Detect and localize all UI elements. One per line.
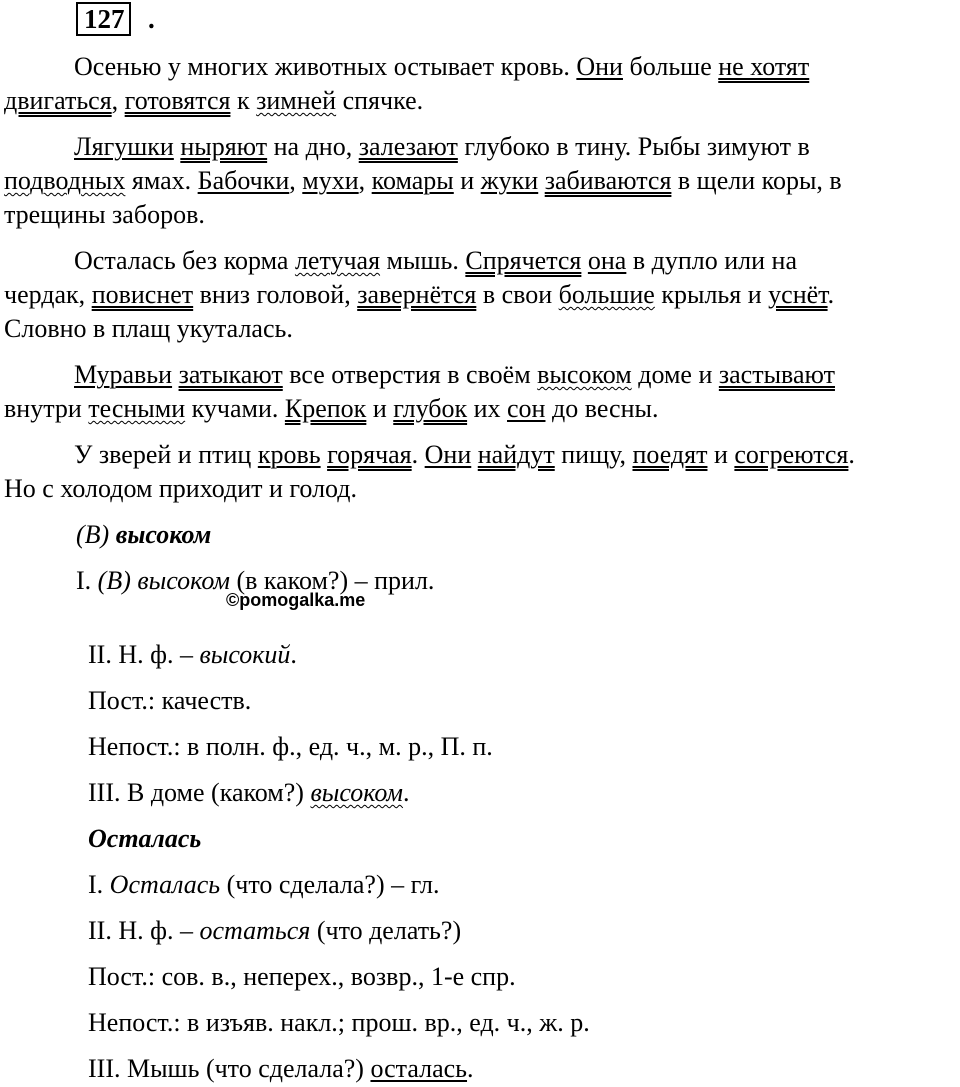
text-segment: . — [411, 440, 425, 469]
underlined-word: Они — [424, 440, 472, 469]
underlined-word: найдут — [477, 440, 555, 469]
underlined-word: летучая — [294, 246, 381, 275]
line-prefix: III. Мышь (что сделала?) — [88, 1054, 371, 1083]
analysis-heading-ostalas: Осталась — [88, 824, 202, 853]
heading-prefix: (В) — [76, 520, 116, 549]
exercise-text — [4, 50, 944, 506]
underlined-word: Они — [576, 52, 623, 81]
underlined-word: зимней — [256, 86, 337, 115]
text-segment: кучами. — [185, 394, 285, 423]
underlined-word: завернётся — [357, 280, 477, 309]
text-segment: ямах. — [125, 166, 198, 195]
text-segment: все отверстия в своём — [282, 360, 538, 389]
text-segment: крылья и — [654, 280, 769, 309]
line-suffix: (что делать?) — [310, 916, 462, 945]
underlined-word: она — [587, 246, 627, 275]
text-paragraph — [4, 358, 944, 426]
underlined-word: застывают — [718, 360, 835, 389]
text-line — [4, 278, 944, 312]
underlined-word: Бабочки — [197, 166, 290, 195]
exercise-number: 127 — [76, 2, 131, 36]
text-segment: и — [366, 394, 394, 423]
underlined-word: Крепок — [284, 394, 367, 423]
underlined-word: высоком — [537, 360, 632, 389]
underlined-word: поедят — [632, 440, 708, 469]
underlined-word: Спрячется — [465, 246, 582, 275]
line-prefix: III. В доме (каком?) — [88, 778, 311, 807]
text-paragraph — [4, 50, 944, 118]
line-italic: (В) высоком — [97, 566, 230, 595]
text-segment: на дно, — [267, 132, 359, 161]
text-line — [4, 472, 944, 506]
underlined-word: Лягушки — [74, 132, 174, 161]
text-segment: в щели коры, в — [671, 166, 842, 195]
underlined-word: комары — [371, 166, 454, 195]
analysis-line-9: Непост.: в изъяв. накл.; прош. вр., ед. ч., ж. р. — [88, 1008, 590, 1037]
text-segment: и — [453, 166, 481, 195]
exercise-number-dot: . — [148, 4, 155, 34]
line-suffix: . — [290, 640, 297, 669]
underlined-word: глубок — [393, 394, 468, 423]
text-segment: их — [467, 394, 508, 423]
analysis-line-4: Непост.: в полн. ф., ед. ч., м. р., П. п. — [88, 732, 493, 761]
line-italic: Осталась — [109, 870, 221, 899]
underlined-word: повиснет — [91, 280, 194, 309]
analysis-line-3: Пост.: качеств. — [88, 686, 252, 715]
underlined-word: горячая — [327, 440, 412, 469]
text-segment: внутри — [4, 394, 89, 423]
underlined-word: сон — [507, 394, 546, 423]
line-italic: остаться — [199, 916, 311, 945]
line-suffix: (что сделала?) – гл. — [220, 870, 440, 899]
text-segment: Словно в плащ укуталась. — [4, 314, 293, 343]
underlined-word: ныряют — [180, 132, 268, 161]
underlined-word: подводных — [4, 166, 126, 195]
text-segment: спячке. — [336, 86, 424, 115]
text-line — [4, 164, 944, 198]
underlined-word: тесными — [88, 394, 186, 423]
analysis-line-6 — [88, 868, 439, 902]
watermark: ©pomogalka.me — [226, 590, 366, 610]
underlined-word: кровь — [257, 440, 321, 469]
underlined-word: жуки — [480, 166, 539, 195]
text-segment: в дупло или на — [626, 246, 797, 275]
text-line — [4, 84, 944, 118]
text-paragraph — [4, 244, 944, 346]
underlined-word: затыкают — [178, 360, 283, 389]
underlined-word: мухи — [302, 166, 359, 195]
text-line — [4, 438, 944, 472]
line-italic: высоком — [310, 778, 404, 807]
analysis-line-10 — [88, 1052, 474, 1086]
text-segment: чердак, — [4, 280, 92, 309]
text-segment: , — [289, 166, 303, 195]
text-paragraph — [4, 438, 944, 506]
underlined-word: уснёт — [768, 280, 828, 309]
text-segment: трещины заборов. — [4, 200, 205, 229]
line-prefix: I. — [88, 870, 110, 899]
underlined-word: большие — [558, 280, 655, 309]
text-segment: мышь. — [380, 246, 466, 275]
text-segment: до весны. — [545, 394, 659, 423]
underlined-word: готовятся — [124, 86, 231, 115]
analysis-line-2 — [88, 638, 297, 672]
text-segment: Осталась без корма — [74, 246, 295, 275]
text-segment: Но с холодом приходит и голод. — [4, 474, 358, 503]
text-segment: , — [111, 86, 125, 115]
underlined-word: согреются — [734, 440, 849, 469]
underlined-word: забиваются — [544, 166, 672, 195]
text-segment: больше — [622, 52, 719, 81]
line-suffix: . — [467, 1054, 474, 1083]
text-segment: Осенью у многих животных остывает кровь. — [74, 52, 577, 81]
text-line — [4, 312, 944, 346]
underlined-word: не хотят — [718, 52, 810, 81]
text-segment: пищу, — [554, 440, 633, 469]
text-line — [4, 198, 944, 232]
text-segment: . — [848, 440, 855, 469]
line-suffix: . — [403, 778, 410, 807]
text-paragraph — [4, 130, 944, 232]
line-italic: высокий — [199, 640, 291, 669]
text-segment: У зверей и птиц — [74, 440, 258, 469]
analysis-line-8: Пост.: сов. в., неперех., возвр., 1-е спр. — [88, 962, 516, 991]
text-segment: доме и — [631, 360, 719, 389]
line-prefix: II. Н. ф. – — [88, 916, 200, 945]
line-prefix: I. — [76, 566, 98, 595]
text-line — [4, 358, 944, 392]
heading-word: высоком — [115, 520, 212, 549]
underlined-word: залезают — [358, 132, 458, 161]
underlined-word: Муравьи — [74, 360, 173, 389]
text-segment: глубоко в тину. Рыбы зимуют в — [457, 132, 810, 161]
line-suffix: (в каком?) – прил. — [229, 566, 435, 595]
analysis-heading-vysokom — [76, 518, 211, 552]
analysis-line-5 — [88, 776, 410, 810]
text-segment: , — [358, 166, 372, 195]
line-prefix: II. Н. ф. – — [88, 640, 200, 669]
line-underlined: осталась — [370, 1054, 468, 1083]
underlined-word: двигаться — [4, 86, 112, 115]
text-line — [4, 244, 944, 278]
text-segment: вниз головой, — [193, 280, 358, 309]
text-segment: и — [707, 440, 735, 469]
text-segment: . — [827, 280, 835, 309]
analysis-line-7 — [88, 914, 461, 948]
text-segment: к — [230, 86, 257, 115]
text-line — [4, 50, 944, 84]
text-segment: в свои — [476, 280, 559, 309]
text-line — [4, 130, 944, 164]
text-line — [4, 392, 944, 426]
